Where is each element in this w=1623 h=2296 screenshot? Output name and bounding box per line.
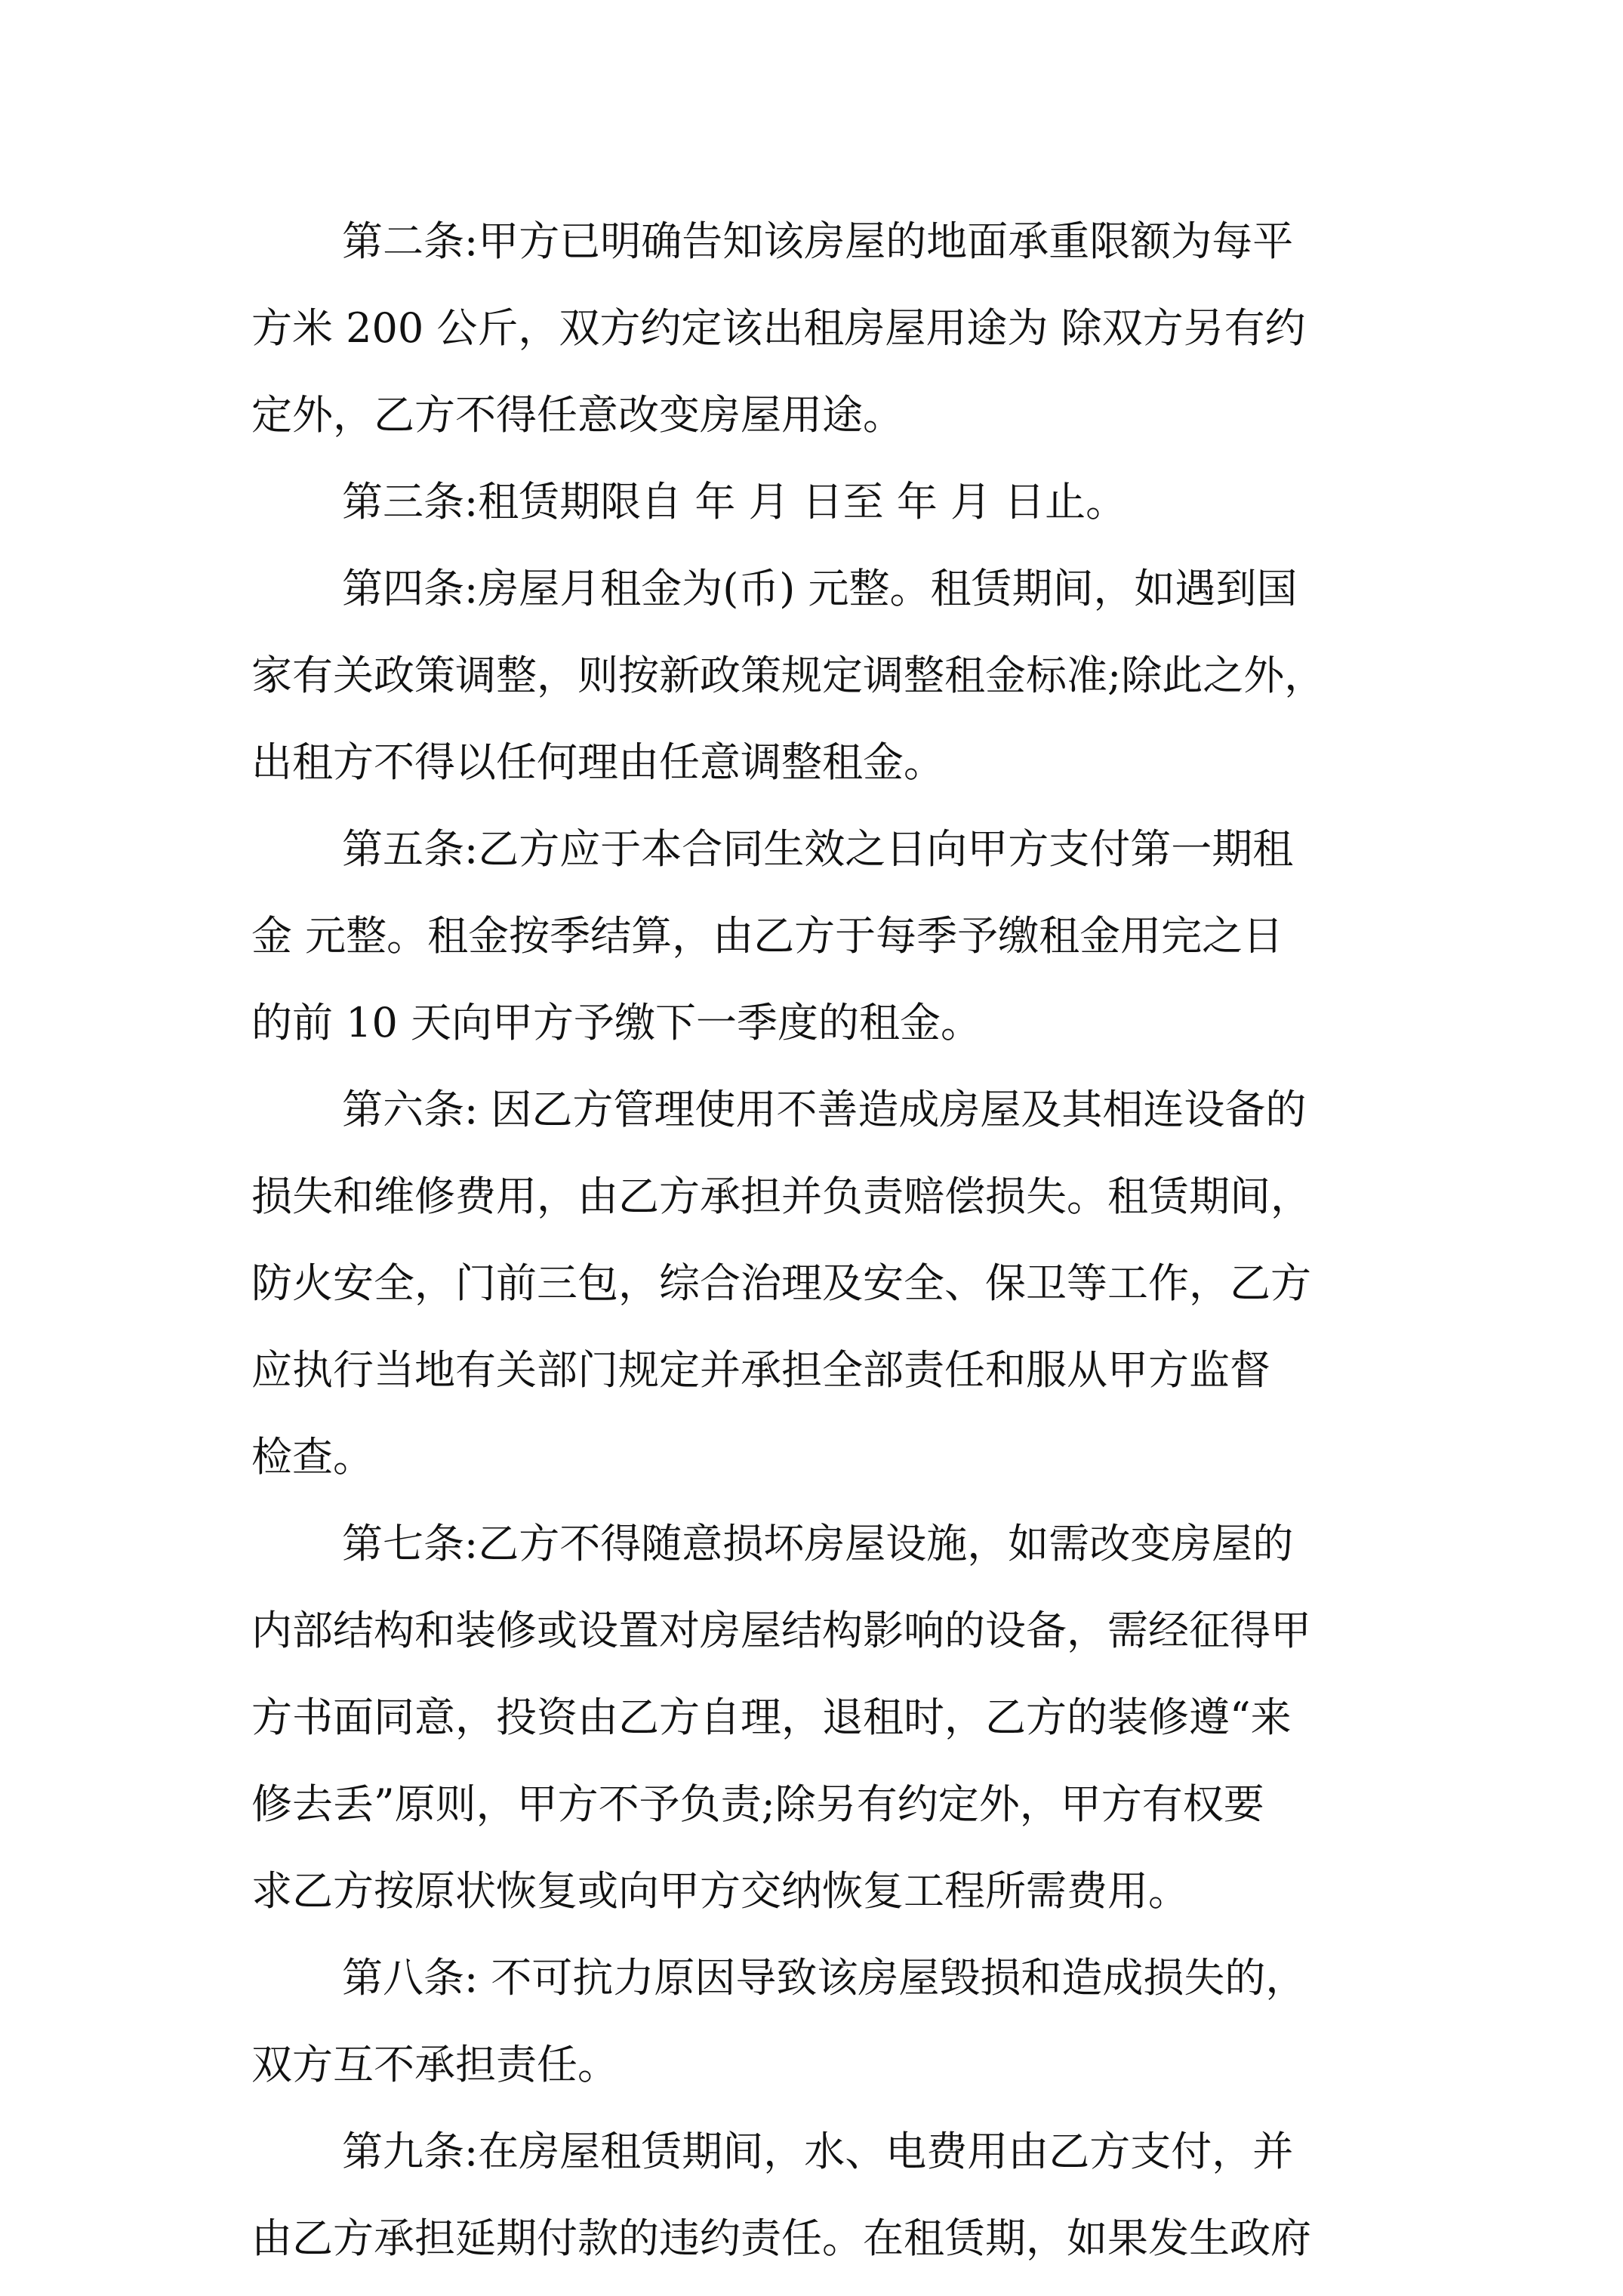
text-line: 家有关政策调整，则按新政策规定调整租金标准;除此之外， bbox=[251, 652, 1326, 699]
text-line: 内部结构和装修或设置对房屋结构影响的设备，需经征得甲 bbox=[251, 1607, 1311, 1654]
text-line: 出租方不得以任何理由任意调整租金。 bbox=[251, 738, 944, 786]
text-line: 应执行当地有关部门规定并承担全部责任和服从甲方监督 bbox=[251, 1346, 1270, 1394]
text-line: 第七条:乙方不得随意损坏房屋设施，如需改变房屋的 bbox=[342, 1520, 1294, 1567]
text-line: 第五条:乙方应于本合同生效之日向甲方支付第一期租 bbox=[342, 825, 1294, 873]
text-line: 防火安全，门前三包，综合治理及安全、保卫等工作，乙方 bbox=[251, 1259, 1311, 1307]
text-line: 定外，乙方不得任意改变房屋用途。 bbox=[251, 391, 904, 439]
text-line: 的前 10 天向甲方予缴下一季度的租金。 bbox=[251, 999, 982, 1046]
text-line: 损失和维修费用，由乙方承担并负责赔偿损失。租赁期间， bbox=[251, 1173, 1311, 1220]
document-body bbox=[251, 198, 1384, 2282]
paragraph-article-4 bbox=[251, 545, 1384, 806]
text-line: 检查。 bbox=[251, 1433, 374, 1481]
paragraph-article-6 bbox=[251, 1066, 1384, 1500]
text-line: 方书面同意，投资由乙方自理，退租时，乙方的装修遵“来 bbox=[251, 1693, 1292, 1741]
text-line: 方米 200 公斤，双方约定该出租房屋用途为 除双方另有约 bbox=[251, 304, 1306, 352]
paragraph-article-9 bbox=[251, 2108, 1384, 2282]
paragraph-article-7 bbox=[251, 1500, 1384, 1934]
text-line: 求乙方按原状恢复或向甲方交纳恢复工程所需费用。 bbox=[251, 1867, 1189, 1915]
text-line: 修去丢”原则，甲方不予负责;除另有约定外，甲方有权要 bbox=[251, 1780, 1264, 1828]
paragraph-article-3 bbox=[251, 458, 1384, 545]
paragraph-article-5 bbox=[251, 806, 1384, 1066]
text-line: 第四条:房屋月租金为(币) 元整。租赁期间，如遇到国 bbox=[342, 565, 1298, 612]
text-line: 第二条:甲方已明确告知该房屋的地面承重限额为每平 bbox=[342, 217, 1294, 265]
paragraph-article-2 bbox=[251, 198, 1384, 458]
text-line: 第三条:租赁期限自 年 月 日至 年 月 日止。 bbox=[342, 478, 1127, 525]
text-line: 由乙方承担延期付款的违约责任。在租赁期，如果发生政府 bbox=[251, 2214, 1311, 2262]
text-line: 双方互不承担责任。 bbox=[251, 2041, 618, 2088]
text-line: 金 元整。租金按季结算，由乙方于每季予缴租金用完之日 bbox=[251, 912, 1284, 960]
text-line: 第九条:在房屋租赁期间，水、电费用由乙方支付，并 bbox=[342, 2128, 1294, 2175]
paragraph-article-8 bbox=[251, 1934, 1384, 2108]
text-line: 第八条: 不可抗力原因导致该房屋毁损和造成损失的， bbox=[342, 1954, 1307, 2002]
text-line: 第六条: 因乙方管理使用不善造成房屋及其相连设备的 bbox=[342, 1086, 1307, 1133]
